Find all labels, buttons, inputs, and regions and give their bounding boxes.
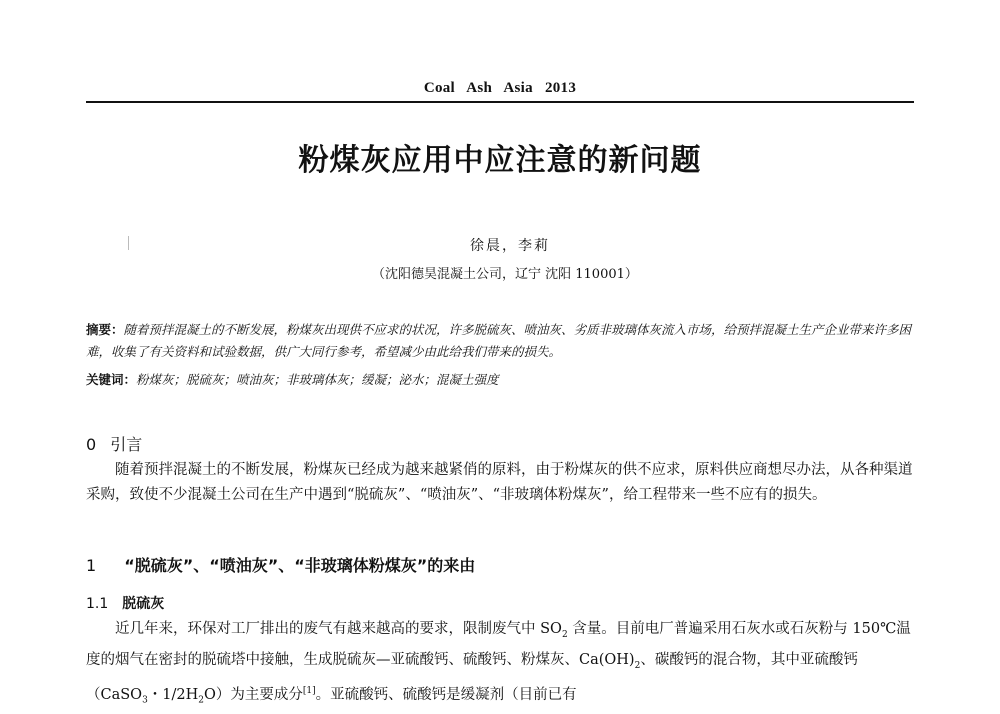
section-0-paragraph: 随着预拌混凝土的不断发展，粉煤灰已经成为越来越紧俏的原料，由于粉煤灰的供不应求，原料供应商想尽办法，从各种渠道采购，致使不少混凝土公司在生产中遇到“脱硫灰”、“喷油灰”、“非玻璃体粉煤灰”，给工程带来一些不应有的损失。 [86, 462, 913, 503]
para-text-4: ・1/2H [147, 686, 199, 703]
affiliation: （沈阳德昊混凝土公司，辽宁 沈阳 110001） [372, 267, 638, 282]
authors: 徐晨，李莉 [470, 238, 550, 254]
section-0-number: 0 [86, 435, 97, 454]
subscript-so3: 3 [142, 695, 148, 706]
section-1-title: “脱硫灰”、“喷油灰”、“非玻璃体粉煤灰”的来由 [124, 556, 476, 575]
para-text-6: 。亚硫酸钙、硫酸钙是缓凝剂（目前已有 [315, 686, 577, 703]
section-1-1-paragraph [86, 617, 916, 714]
keywords-label: 关键词： [86, 372, 137, 387]
keywords-text: 粉煤灰；脱硫灰；喷油灰；非玻璃体灰；缓凝；泌水；混凝土强度 [136, 372, 499, 387]
section-1-heading [86, 553, 475, 576]
para-text-5: O）为主要成分 [204, 686, 303, 703]
subscript-h2: 2 [198, 695, 205, 706]
para-text-3: 、碳酸钙的混合物，其中亚硫酸钙（CaSO [86, 651, 858, 703]
running-header: Coal Ash Asia 2013 [423, 80, 577, 96]
subscript-so2: 2 [561, 629, 568, 640]
section-1-number: 1 [86, 556, 97, 575]
abstract-label: 摘要： [86, 322, 124, 337]
section-1-1-title: 脱硫灰 [122, 596, 165, 612]
abstract [86, 319, 912, 363]
keywords [86, 370, 912, 388]
section-0-heading [86, 432, 142, 455]
para-text-1: 近几年来，环保对工厂排出的废气有越来越高的要求，限制废气中 SO [115, 621, 562, 637]
scan-artifact [128, 236, 129, 250]
section-1-1-number: 1.1 [86, 596, 109, 612]
subscript-oh2: 2 [634, 660, 641, 671]
paper-title: 粉煤灰应用中应注意的新问题 [298, 143, 702, 178]
section-0-title: 引言 [110, 435, 143, 454]
para-text-2: 含量。目前电厂普遍采用石灰水或石灰粉与 150℃温度的烟气在密封的脱硫塔中接触，生成脱硫灰—亚硫酸钙、硫酸钙、粉煤灰、Ca(OH) [86, 621, 911, 668]
abstract-text: 随着预拌混凝土的不断发展，粉煤灰出现供不应求的状况，许多脱硫灰、喷油灰、劣质非玻璃体灰流入市场，给预拌混凝土生产企业带来许多困难，收集了有关资料和试验数据，供广大同行参考，希望减少由此给我们带来的损失。 [86, 322, 912, 359]
section-1-1-heading [86, 593, 164, 613]
reference-marker[interactable]: [1] [302, 685, 316, 696]
header-rule [86, 101, 914, 103]
